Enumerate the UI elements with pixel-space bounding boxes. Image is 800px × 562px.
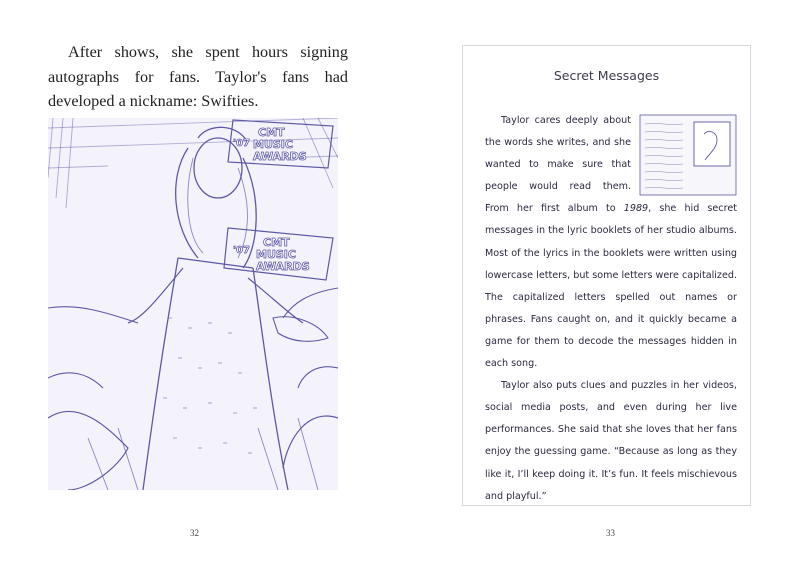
- sign-2-line1: CMT: [263, 236, 290, 249]
- intro-paragraph: [48, 40, 348, 114]
- right-page: [400, 0, 800, 562]
- illustration-svg: [48, 118, 338, 490]
- box-paragraph-2: Taylor also puts clues and puzzles in her videos, social media posts, and even during her live performances. She said that she loves that her fans enjoy the guessing game. “Because as long as they like it, I’ll keep doing it. It’s fun. It feels mischievous and playful.”: [485, 380, 737, 502]
- box-body: [485, 110, 737, 508]
- sign-2-line3: AWARDS: [256, 260, 310, 273]
- para1-text-a: Taylor cares deeply about the words she writes, and she wanted to make sure that people would read them. From her first album to: [485, 115, 631, 215]
- autograph-illustration: [48, 118, 338, 490]
- sign-1-line3: AWARDS: [253, 150, 307, 163]
- page-number-right: 33: [606, 528, 615, 538]
- sign-2-year: '07: [233, 245, 250, 256]
- box-paragraph-1: [485, 110, 737, 375]
- lyric-booklet-illustration: [639, 114, 737, 196]
- sign-1-line2: MUSIC: [253, 138, 293, 151]
- para1-text-b: , she hid secret messages in the lyric booklets of her studio albums. Most of the lyrics in the booklets were written using lowercase letters, but some letters were capitalized. The capitalized letters spelled out names or phrases. Fans caught on, and it quickly became a game for them to decode the messages hidden in each song.: [485, 203, 737, 370]
- intro-text: After shows, she spent hours signing autographs for fans. Taylor's fans had developed a nickname: Swifties.: [48, 43, 348, 110]
- sign-1-line1: CMT: [258, 126, 285, 139]
- box-title: Secret Messages: [553, 68, 660, 83]
- sign-2-line2: MUSIC: [256, 248, 296, 261]
- sidebar-box: [462, 45, 751, 506]
- para1-album: 1989: [623, 203, 649, 215]
- sign-1-year: '07: [233, 138, 250, 149]
- page-number-left: 32: [190, 528, 199, 538]
